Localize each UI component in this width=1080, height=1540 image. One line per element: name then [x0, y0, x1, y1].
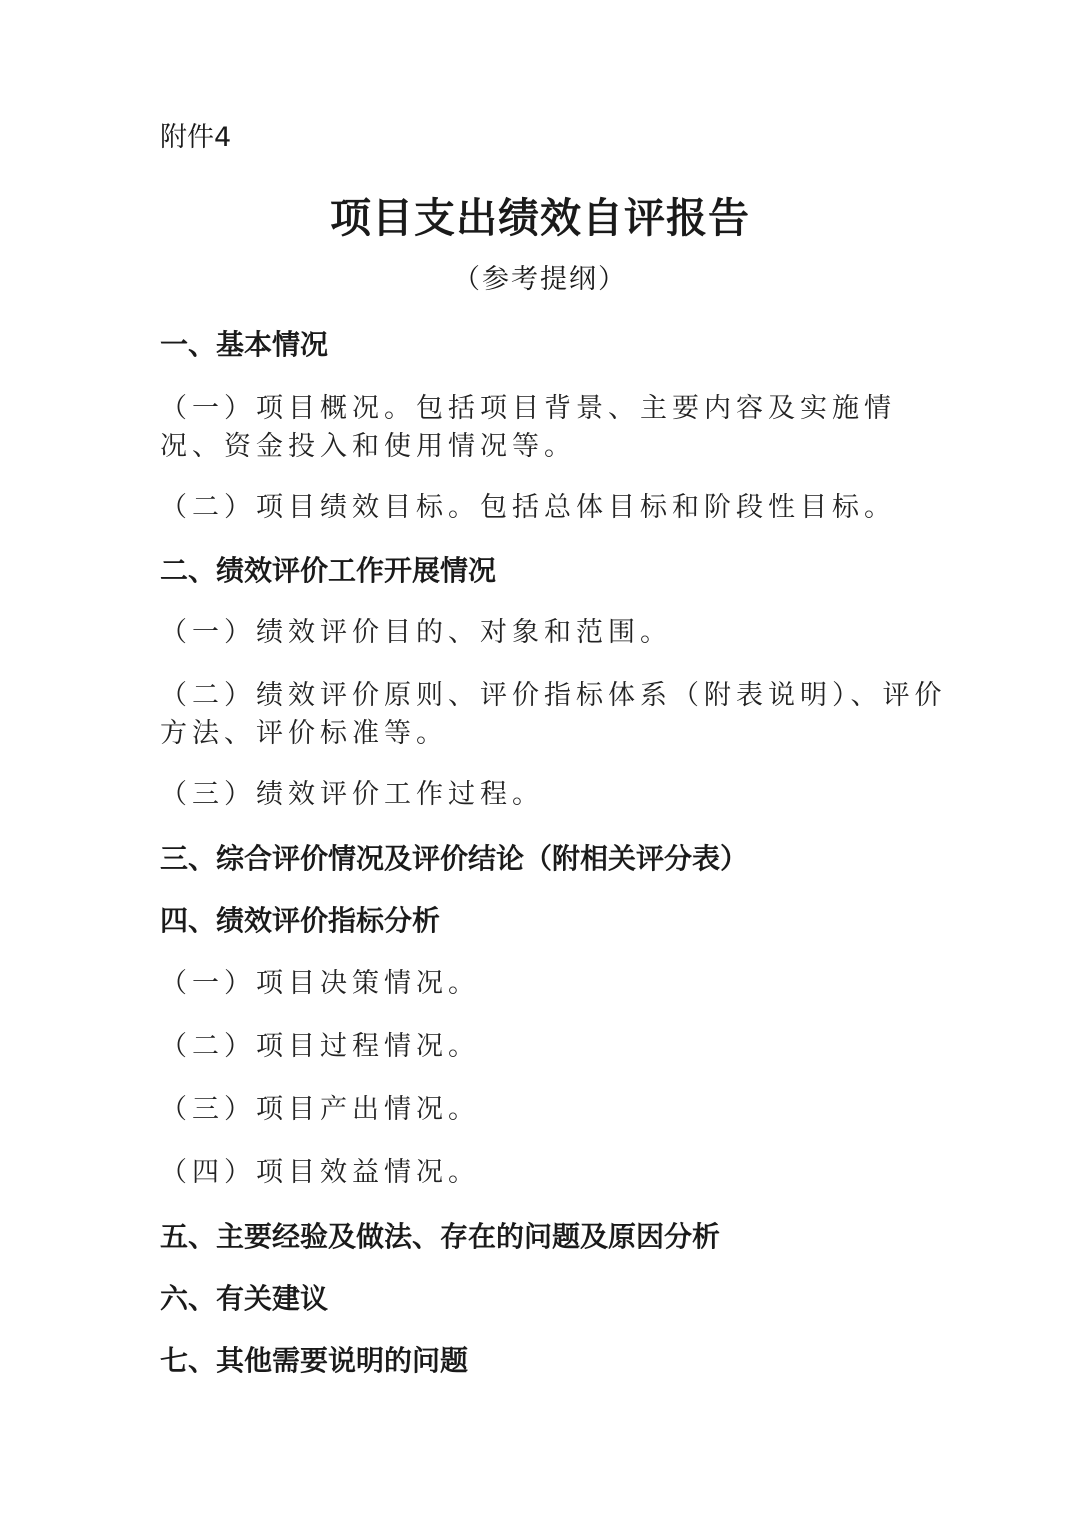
- section-2-item-2: （二）绩效评价原则、评价指标体系（附表说明）、评价方法、评价标准等。: [160, 680, 947, 749]
- attachment-label: 附件4: [160, 122, 232, 153]
- report-title: 项目支出绩效自评报告: [330, 194, 750, 242]
- section-2-item-3: （三）绩效评价工作过程。: [160, 779, 544, 810]
- section-1-item-2: （二）项目绩效目标。包括总体目标和阶段性目标。: [160, 492, 896, 523]
- section-1-item-1: （一）项目概况。包括项目背景、主要内容及实施情况、资金投入和使用情况等。: [160, 393, 896, 462]
- section-4-item-1: （一）项目决策情况。: [160, 968, 480, 999]
- section-3-heading: 三、综合评价情况及评价结论（附相关评分表）: [160, 842, 749, 875]
- section-2-item-1: （一）绩效评价目的、对象和范围。: [160, 617, 672, 648]
- section-5-heading: 五、主要经验及做法、存在的问题及原因分析: [160, 1220, 721, 1253]
- section-2-heading: 二、绩效评价工作开展情况: [160, 554, 497, 587]
- section-1-heading: 一、基本情况: [160, 328, 329, 361]
- section-4-item-3: （三）项目产出情况。: [160, 1094, 480, 1125]
- report-subtitle: （参考提纲）: [453, 264, 627, 295]
- section-6-heading: 六、有关建议: [160, 1282, 329, 1315]
- section-4-item-4: （四）项目效益情况。: [160, 1157, 480, 1188]
- section-4-heading: 四、绩效评价指标分析: [160, 904, 441, 937]
- section-4-item-2: （二）项目过程情况。: [160, 1031, 480, 1062]
- section-7-heading: 七、其他需要说明的问题: [160, 1344, 469, 1377]
